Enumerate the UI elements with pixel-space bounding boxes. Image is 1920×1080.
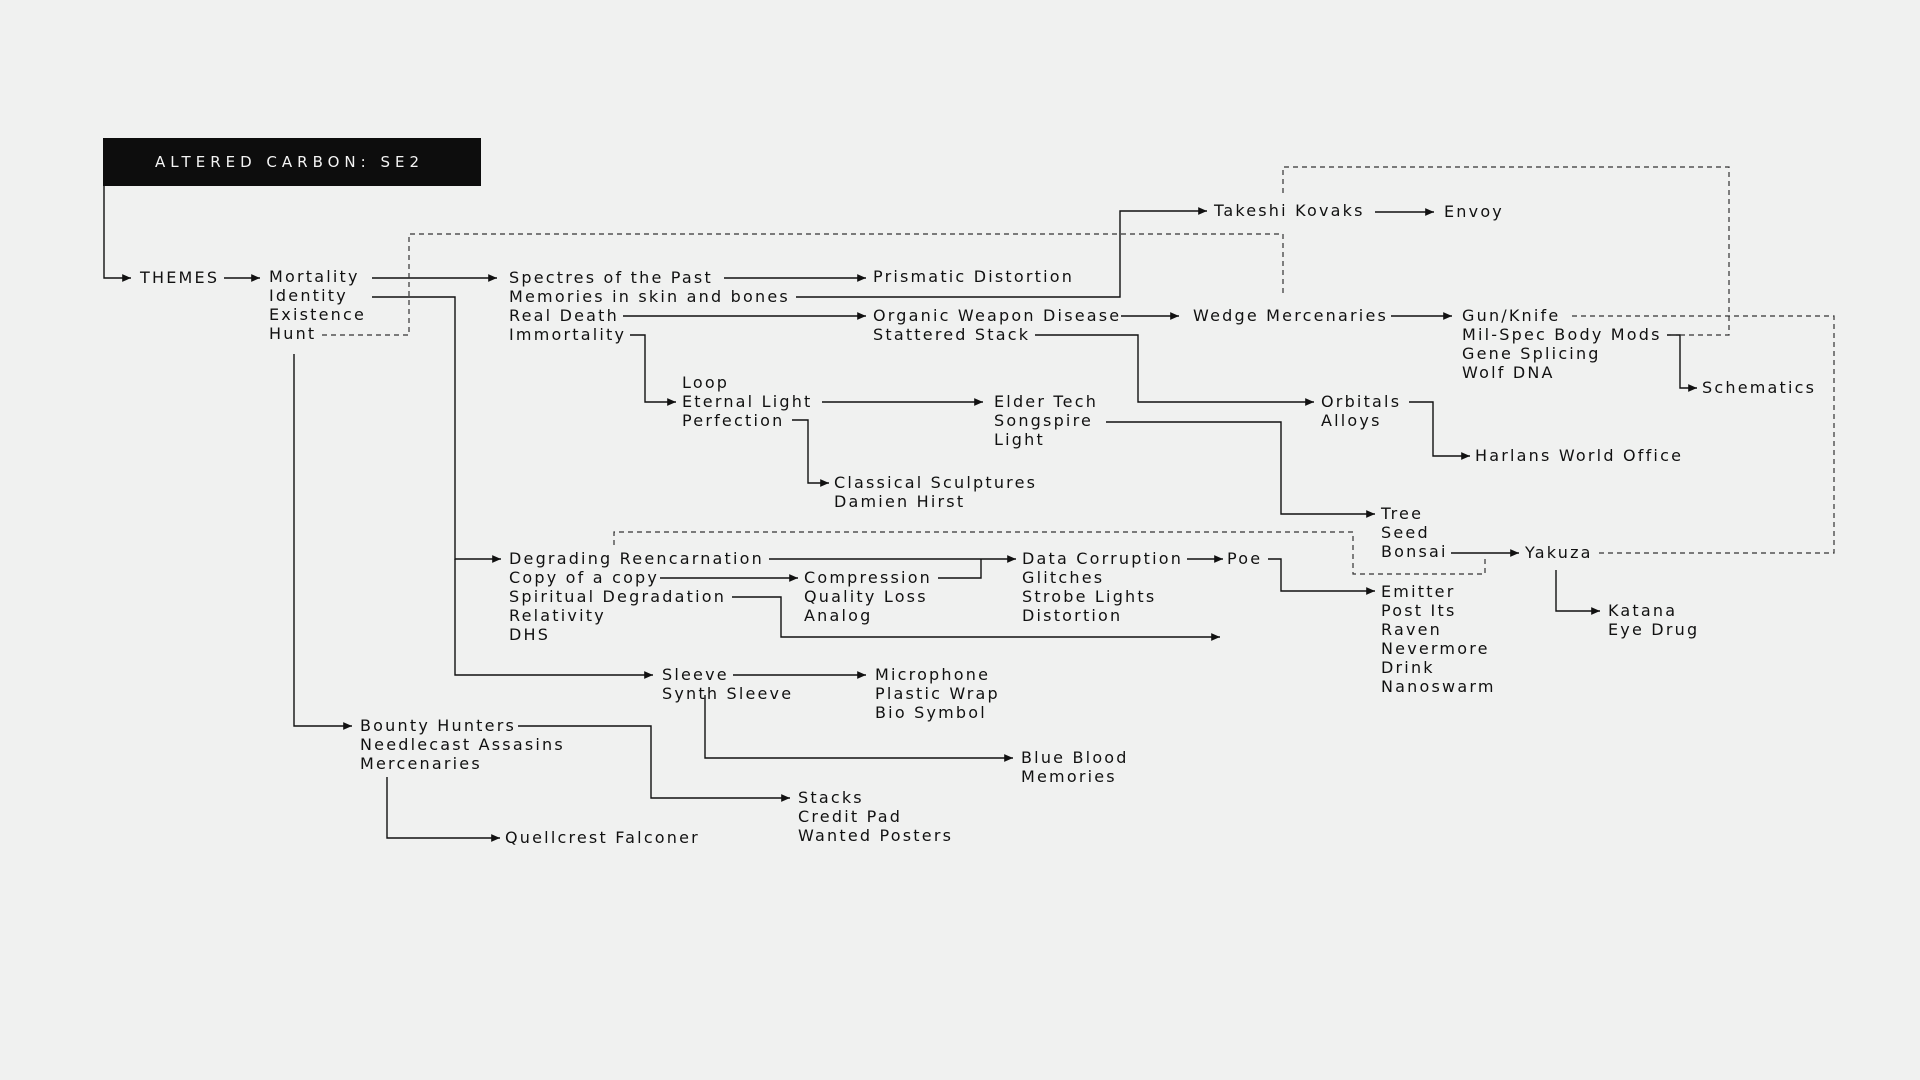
node-spectres <box>509 268 790 344</box>
node-label: Distortion <box>1022 606 1123 625</box>
node-poe <box>1227 549 1262 568</box>
node-schematics <box>1702 378 1816 397</box>
node-emitter <box>1381 582 1496 696</box>
node-stacks <box>798 788 953 845</box>
node-tree <box>1381 504 1448 561</box>
node-label: Sleeve <box>662 665 729 684</box>
node-label: Takeshi Kovaks <box>1214 201 1365 220</box>
link-identity-degrading <box>372 297 501 559</box>
node-label: Schematics <box>1702 378 1817 397</box>
node-label: Poe <box>1227 549 1263 568</box>
node-label: Analog <box>804 606 873 625</box>
link-songspire-tree <box>1106 422 1375 514</box>
node-label: Loop <box>682 373 730 392</box>
node-gun <box>1462 306 1662 382</box>
node-bounty <box>360 716 565 773</box>
node-label: Orbitals <box>1321 392 1402 411</box>
link-compression-datacorr <box>938 559 981 578</box>
node-microphone <box>875 665 1000 722</box>
link-milspec-schematics <box>1667 335 1697 388</box>
node-label: Microphone <box>875 665 991 684</box>
node-label: Memories <box>1021 767 1117 786</box>
node-label: Degrading Reencarnation <box>509 549 765 568</box>
node-label: Stattered Stack <box>873 325 1031 344</box>
node-label: Mercenaries <box>360 754 482 773</box>
node-label: Copy of a copy <box>509 568 660 587</box>
link-mercenaries-quellcrest <box>387 777 500 838</box>
node-label: Mil-Spec Body Mods <box>1462 325 1662 344</box>
node-label: Wolf DNA <box>1462 363 1555 382</box>
node-yakuza <box>1525 543 1593 562</box>
node-label: Post Its <box>1381 601 1457 620</box>
node-elder <box>994 392 1098 449</box>
node-label: Bio Symbol <box>875 703 987 722</box>
node-label: Synth Sleeve <box>662 684 794 703</box>
node-label: Yakuza <box>1525 543 1593 562</box>
node-label: Mortality <box>269 267 360 286</box>
link-title-themes <box>104 186 131 278</box>
node-label: Blue Blood <box>1021 748 1129 767</box>
page-title: ALTERED CARBON: SE2 <box>103 138 481 186</box>
node-label: Seed <box>1381 523 1430 542</box>
node-label: Nanoswarm <box>1381 677 1496 696</box>
node-label: Wedge Mercenaries <box>1193 306 1389 325</box>
node-label: Classical Sculptures <box>834 473 1038 492</box>
node-label: Tree <box>1381 504 1424 523</box>
node-label: Alloys <box>1321 411 1382 430</box>
node-label: Needlecast Assasins <box>360 735 565 754</box>
node-quellcrest <box>505 828 700 847</box>
node-label: Damien Hirst <box>834 492 966 511</box>
node-label: Prismatic Distortion <box>873 267 1075 286</box>
node-harlans <box>1475 446 1683 465</box>
node-label: Gun/Knife <box>1462 306 1561 325</box>
node-label: Bonsai <box>1381 542 1448 561</box>
node-label: Perfection <box>682 411 785 430</box>
node-orbitals <box>1321 392 1401 430</box>
node-prismatic <box>873 267 1074 286</box>
node-label: Identity <box>269 286 348 305</box>
node-label: Light <box>994 430 1045 449</box>
node-katana <box>1608 601 1699 639</box>
dashed-hunt-wedge <box>322 234 1283 335</box>
node-label: Compression <box>804 568 933 587</box>
link-yakuza-katana <box>1556 570 1600 611</box>
node-label: Glitches <box>1022 568 1105 587</box>
node-label: Strobe Lights <box>1022 587 1157 606</box>
link-hunt-bounty <box>294 354 352 726</box>
node-label: Stacks <box>798 788 864 807</box>
node-label: Credit Pad <box>798 807 903 826</box>
node-degrading <box>509 549 764 644</box>
node-label: Eye Drug <box>1608 620 1700 639</box>
node-label: Elder Tech <box>994 392 1099 411</box>
node-classical <box>834 473 1037 511</box>
node-themes <box>140 268 219 287</box>
node-compression <box>804 568 932 625</box>
node-label: Katana <box>1608 601 1678 620</box>
node-label: Organic Weapon Disease <box>873 306 1122 325</box>
link-orbitals-harlans <box>1409 402 1470 456</box>
node-label: Drink <box>1381 658 1435 677</box>
node-label: Data Corruption <box>1022 549 1184 568</box>
node-label: Quality Loss <box>804 587 928 606</box>
node-label: Hunt <box>269 324 317 343</box>
node-label: Immortality <box>509 325 627 344</box>
node-label: Eternal Light <box>682 392 813 411</box>
node-label: Spectres of the Past <box>509 268 713 287</box>
node-loop <box>682 373 813 430</box>
node-label: Spiritual Degradation <box>509 587 727 606</box>
node-label: Wanted Posters <box>798 826 954 845</box>
node-blueblood <box>1021 748 1129 786</box>
node-sleeve <box>662 665 793 703</box>
node-label: Real Death <box>509 306 619 325</box>
node-takeshi <box>1214 201 1365 220</box>
node-label: Bounty Hunters <box>360 716 517 735</box>
node-label: Raven <box>1381 620 1443 639</box>
node-core-themes <box>269 267 366 343</box>
node-label: DHS <box>509 625 551 644</box>
node-label: Gene Splicing <box>1462 344 1601 363</box>
link-poe-emitter <box>1268 559 1375 591</box>
node-label: Existence <box>269 305 367 324</box>
node-datacorr <box>1022 549 1183 625</box>
node-label: Memories in skin and bones <box>509 287 790 306</box>
node-label: Harlans World Office <box>1475 446 1684 465</box>
node-label: Envoy <box>1444 202 1504 221</box>
node-wedge <box>1193 306 1388 325</box>
node-label: Plastic Wrap <box>875 684 1000 703</box>
node-label: Quellcrest Falconer <box>505 828 700 847</box>
node-organic <box>873 306 1121 344</box>
node-label: Songspire <box>994 411 1094 430</box>
node-label: Nevermore <box>1381 639 1490 658</box>
node-label: Relativity <box>509 606 606 625</box>
node-themes-label: THEMES <box>140 268 220 287</box>
link-immortality-loop <box>630 335 676 402</box>
node-envoy <box>1444 202 1504 221</box>
node-label: Emitter <box>1381 582 1456 601</box>
